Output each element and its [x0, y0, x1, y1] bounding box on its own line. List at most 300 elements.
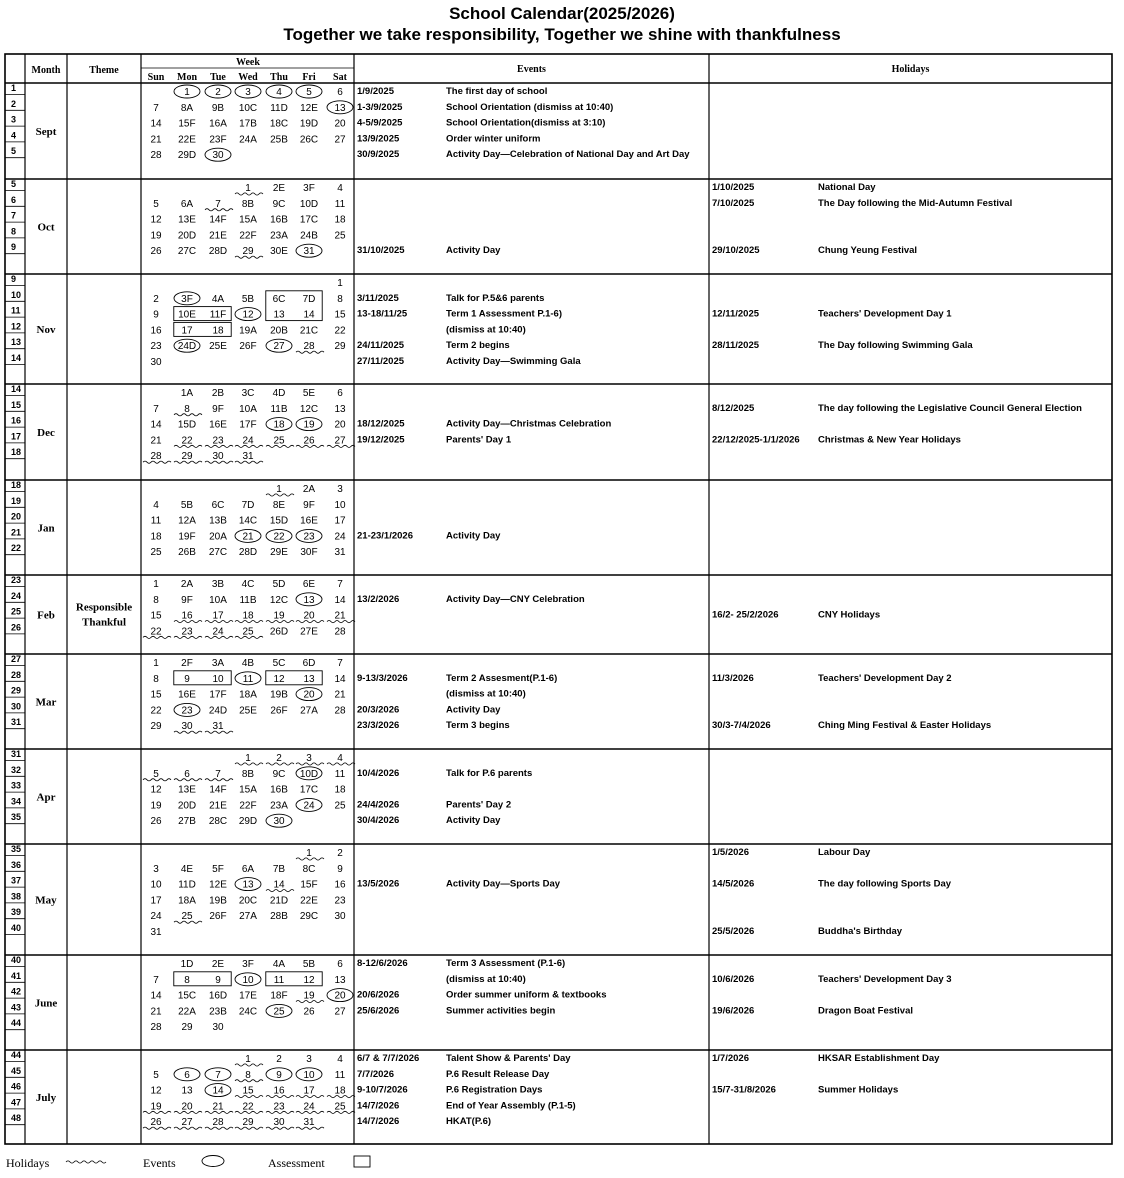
holiday-text: CNY Holidays [818, 609, 881, 621]
calendar-day: 12C [269, 594, 289, 606]
calendar-day: 26 [150, 1117, 162, 1129]
week-number: 40 [11, 955, 22, 965]
header-day: Tue [210, 72, 226, 83]
calendar-day: 6A [180, 198, 194, 210]
calendar-day: 19B [209, 895, 227, 907]
header-month: Month [31, 65, 61, 76]
calendar-day: 29D [238, 816, 258, 828]
calendar-day: 10A [209, 594, 227, 606]
event-text: Activity Day—Celebration of National Day and Art Day [446, 149, 690, 161]
calendar-day: 23 [273, 1101, 285, 1113]
week-number: 31 [11, 749, 22, 759]
event-text: School Orientation (dismiss at 10:40) [446, 101, 614, 113]
calendar-day: 28 [150, 1022, 162, 1034]
calendar-day: 16E [209, 419, 227, 431]
event-date: 30/4/2026 [357, 815, 400, 827]
calendar-day: 5B [241, 293, 255, 305]
calendar-day: 29 [181, 451, 193, 463]
week-number: 37 [11, 875, 22, 886]
week-number: 31 [11, 717, 22, 728]
calendar-day: 10E [178, 309, 196, 321]
calendar-day: 9 [153, 309, 159, 321]
week-number: 28 [11, 669, 22, 680]
holiday-text: Dragon Boat Festival [818, 1005, 914, 1017]
calendar-subtitle: Together we take responsibility, Together we shine with thankfulness [283, 25, 841, 44]
calendar-day: 31 [150, 927, 162, 938]
calendar-day: 3 [306, 1054, 312, 1065]
event-text: Term 1 Assessment P.1-6) [446, 308, 562, 320]
calendar-day: 22 [181, 435, 193, 447]
week-number: 2 [11, 98, 17, 109]
week-number: 24 [11, 590, 22, 601]
calendar-day: 30 [212, 150, 224, 162]
calendar-day: 7 [215, 768, 221, 780]
calendar-day: 19 [303, 419, 315, 431]
calendar-day: 11D [178, 879, 196, 891]
calendar-day: 15 [150, 610, 162, 622]
holiday-text: Ching Ming Festival & Easter Holidays [818, 720, 992, 732]
holiday-date: 1/7/2026 [712, 1053, 749, 1064]
calendar-day: 24C [238, 1006, 258, 1018]
calendar-day: 14 [150, 990, 162, 1002]
calendar-day: 31 [212, 721, 224, 733]
calendar-day: 24D [208, 705, 228, 717]
holiday-text: The Day following the Mid-Autumn Festival [818, 197, 1013, 209]
calendar-day: 8 [153, 594, 159, 606]
calendar-day: 1A [180, 388, 194, 399]
calendar-day: 13 [303, 673, 315, 685]
calendar-day: 17F [209, 689, 227, 701]
calendar-day: 27C [177, 246, 197, 258]
calendar-day: 9F [303, 499, 315, 511]
calendar-day: 21 [150, 134, 162, 146]
holiday-text: Chung Yeung Festival [818, 245, 918, 257]
calendar-day: 12 [273, 673, 285, 685]
week-number: 6 [11, 194, 17, 205]
holiday-text: The day following the Legislative Council General Election [818, 402, 1082, 414]
holiday-wave-mark [66, 1161, 106, 1163]
holiday-date: 29/10/2025 [712, 245, 760, 257]
week-number: 26 [11, 622, 22, 633]
legend-events-label: Events [143, 1156, 176, 1170]
header-day: Thu [270, 72, 288, 83]
calendar-day: 29 [150, 721, 162, 733]
calendar-day: 22F [239, 230, 257, 242]
calendar-day: 13 [334, 403, 346, 415]
week-number: 38 [11, 891, 22, 902]
calendar-day: 16 [150, 325, 162, 337]
event-date: 13/9/2025 [357, 133, 400, 145]
calendar-day: 17 [212, 610, 224, 622]
holiday-date: 8/12/2025 [712, 402, 755, 414]
event-date: 20/6/2026 [357, 989, 400, 1001]
calendar-day: 23A [270, 800, 288, 812]
calendar-day: 29E [270, 547, 288, 559]
week-number: 46 [11, 1081, 22, 1092]
calendar-day: 23 [181, 705, 193, 717]
calendar-day: 7B [272, 863, 286, 875]
calendar-day: 16 [181, 610, 193, 622]
calendar-day: 20 [303, 610, 315, 622]
calendar-day: 10D [299, 198, 319, 210]
week-number: 14 [11, 384, 22, 394]
calendar-day: 12 [150, 1085, 162, 1097]
calendar-day: 4E [180, 863, 194, 875]
event-date: 3/11/2025 [357, 292, 399, 304]
header-week: Week [236, 57, 260, 68]
calendar-day: 3F [303, 183, 315, 194]
week-number: 11 [11, 305, 21, 316]
calendar-day: 22F [239, 800, 257, 812]
calendar-day: 27B [178, 816, 196, 828]
event-text: (dismiss at 10:40) [446, 324, 526, 336]
calendar-day: 26B [178, 547, 196, 559]
calendar-day: 4 [153, 499, 159, 511]
calendar-day: 4B [241, 658, 255, 669]
calendar-day: 21 [334, 689, 346, 701]
week-number: 36 [11, 859, 22, 870]
holiday-date: 19/6/2026 [712, 1005, 755, 1017]
calendar-day: 30 [150, 357, 162, 368]
calendar-day: 8 [184, 974, 190, 986]
week-number: 17 [11, 431, 22, 442]
calendar-day: 20 [334, 990, 346, 1002]
calendar-day: 30 [181, 721, 193, 733]
calendar-day: 10 [150, 879, 162, 891]
calendar-day: 24 [150, 911, 162, 923]
holiday-date: 7/10/2025 [712, 197, 755, 209]
calendar-day: 19 [303, 990, 315, 1002]
calendar-day: 18A [239, 689, 257, 701]
calendar-day: 30 [273, 816, 285, 828]
calendar-day: 28 [334, 626, 346, 638]
calendar-day: 21 [334, 610, 346, 622]
calendar-day: 4C [241, 579, 255, 590]
calendar-day: 1 [276, 484, 282, 495]
calendar-day: 16 [334, 879, 346, 891]
holiday-text: Labour Day [818, 847, 871, 858]
calendar-day: 14 [303, 309, 315, 321]
event-text: Activity Day [446, 245, 501, 257]
calendar-day: 20 [181, 1101, 193, 1113]
week-number: 34 [11, 796, 22, 807]
week-number: 5 [11, 179, 17, 189]
calendar-day: 5D [272, 579, 286, 590]
event-date: 19/12/2025 [357, 434, 405, 446]
legend-event-circle [202, 1156, 224, 1167]
calendar-day: 21 [150, 1006, 162, 1018]
calendar-day: 8A [180, 102, 194, 114]
calendar-day: 14 [273, 879, 285, 891]
week-number: 8 [11, 226, 17, 237]
calendar-day: 26 [303, 435, 315, 447]
calendar-day: 17 [334, 515, 346, 527]
week-number: 41 [11, 970, 22, 981]
calendar-day: 15 [334, 309, 346, 321]
calendar-day: 20 [334, 419, 346, 431]
calendar-day: 28B [270, 911, 288, 923]
calendar-day: 11B [239, 594, 257, 606]
calendar-day: 25 [334, 1101, 346, 1113]
event-text: Order winter uniform [446, 133, 541, 145]
calendar-day: 25 [334, 230, 346, 242]
event-date: 13-18/11/25 [357, 308, 408, 320]
calendar-day: 27C [208, 547, 228, 559]
month-name: Apr [36, 791, 56, 804]
week-number: 19 [11, 495, 22, 506]
calendar-day: 5 [153, 1069, 159, 1081]
event-date: 18/12/2025 [357, 418, 405, 430]
calendar-day: 23A [270, 230, 288, 242]
calendar-day: 6D [302, 658, 316, 669]
calendar-day: 10C [238, 102, 258, 114]
week-number: 42 [11, 986, 22, 997]
calendar-day: 6 [337, 959, 343, 970]
legend-holidays-label: Holidays [6, 1156, 50, 1170]
calendar-day: 13 [334, 102, 346, 114]
calendar-day: 19A [239, 325, 257, 337]
calendar-day: 11 [334, 198, 346, 210]
calendar-day: 14F [209, 784, 227, 796]
holiday-date: 1/10/2025 [712, 182, 755, 193]
header-theme: Theme [89, 65, 119, 76]
holiday-text: National Day [818, 182, 876, 193]
month-name: Nov [36, 324, 56, 336]
calendar-day: 7 [153, 974, 159, 986]
calendar-day: 25 [334, 800, 346, 812]
week-number: 21 [11, 527, 22, 538]
calendar-day: 9B [211, 102, 225, 114]
calendar-day: 21D [269, 895, 289, 907]
holiday-text: The Day following Swimming Gala [818, 340, 973, 352]
calendar-day: 24 [334, 531, 346, 543]
holiday-text: Teachers' Development Day 2 [818, 672, 952, 684]
assessment-box [174, 972, 231, 986]
calendar-day: 23 [303, 531, 315, 543]
event-date: 14/7/2026 [357, 1116, 400, 1128]
calendar-day: 2 [337, 848, 343, 859]
calendar-day: 20D [177, 800, 197, 812]
holiday-text: Teachers' Development Day 3 [818, 973, 952, 985]
calendar-day: 22E [300, 895, 318, 907]
calendar-day: 29 [242, 246, 254, 258]
calendar-day: 30F [300, 547, 318, 559]
calendar-day: 4A [211, 293, 225, 305]
holiday-date: 10/6/2026 [712, 973, 755, 985]
week-number: 23 [11, 575, 22, 585]
calendar-day: 17 [181, 325, 193, 337]
calendar-day: 4 [337, 753, 343, 764]
calendar-day: 9C [272, 768, 286, 780]
calendar-day: 6A [241, 863, 255, 875]
holiday-date: 1/5/2026 [712, 847, 749, 858]
holiday-date: 30/3-7/4/2026 [712, 720, 771, 732]
calendar-day: 8B [241, 198, 255, 210]
calendar-day: 1 [337, 278, 343, 289]
calendar-day: 15A [239, 214, 257, 226]
calendar-day: 17E [239, 990, 257, 1002]
holiday-date: 16/2- 25/2/2026 [712, 609, 779, 621]
calendar-day: 9 [337, 863, 343, 875]
calendar-day: 17C [299, 214, 319, 226]
calendar-day: 15F [300, 879, 318, 891]
calendar-day: 22E [178, 134, 196, 146]
calendar-day: 10 [242, 974, 254, 986]
calendar-day: 31 [303, 246, 315, 258]
calendar-day: 10D [299, 768, 319, 780]
event-date: 31/10/2025 [357, 245, 405, 257]
calendar-day: 27 [334, 435, 346, 447]
week-number: 1 [11, 83, 17, 93]
calendar-day: 4 [276, 87, 282, 98]
calendar-day: 23 [334, 895, 346, 907]
calendar-day: 18 [150, 531, 162, 543]
week-number: 47 [11, 1097, 22, 1108]
event-text: The first day of school [446, 86, 548, 97]
calendar-day: 18 [273, 419, 285, 431]
month-name: May [35, 894, 57, 907]
event-date: 20/3/2026 [357, 704, 400, 716]
calendar-day: 15 [242, 1085, 254, 1097]
month-name: July [35, 1092, 57, 1104]
calendar-day: 5 [153, 768, 159, 780]
event-date: 27/11/2025 [357, 356, 405, 367]
calendar-day: 8 [337, 293, 343, 305]
calendar-day: 21 [150, 435, 162, 447]
calendar-day: 11B [270, 403, 288, 415]
calendar-day: 20B [270, 325, 288, 337]
month-name: Oct [37, 221, 55, 234]
week-number: 22 [11, 543, 22, 554]
calendar-day: 27A [300, 705, 318, 717]
calendar-day: 8C [302, 863, 316, 875]
calendar-day: 2 [276, 1054, 282, 1065]
calendar-day: 12 [150, 214, 162, 226]
calendar-day: 15F [178, 118, 196, 130]
calendar-day: 7 [215, 1069, 221, 1081]
calendar-day: 13 [181, 1085, 193, 1097]
calendar-day: 18 [242, 610, 254, 622]
calendar-day: 28 [334, 705, 346, 717]
event-date: 13/2/2026 [357, 593, 400, 605]
calendar-day: 15 [150, 689, 162, 701]
event-text: Activity Day [446, 815, 501, 827]
calendar-day: 2A [180, 579, 194, 590]
calendar-day: 9 [276, 1069, 282, 1081]
week-number: 43 [11, 1002, 22, 1013]
event-date: 7/7/2026 [357, 1068, 394, 1080]
calendar-day: 21E [209, 230, 227, 242]
calendar-day: 2B [211, 388, 225, 399]
event-text: Talent Show & Parents' Day [446, 1053, 571, 1064]
week-number: 9 [11, 274, 17, 284]
calendar-day: 9 [215, 974, 221, 986]
event-text: (dismiss at 10:40) [446, 973, 526, 985]
event-date: 25/6/2026 [357, 1005, 400, 1017]
calendar-day: 17 [303, 1085, 315, 1097]
event-text: Summer activities begin [446, 1005, 556, 1017]
calendar-day: 4 [337, 183, 343, 194]
calendar-day: 14C [238, 515, 258, 527]
calendar-day: 26 [150, 246, 162, 258]
calendar-day: 31 [334, 547, 346, 559]
calendar-day: 21E [209, 800, 227, 812]
calendar-day: 21 [212, 1101, 224, 1113]
calendar-day: 26C [299, 134, 319, 146]
calendar-day: 12A [178, 515, 196, 527]
calendar-day: 10 [334, 499, 346, 511]
calendar-day: 23 [212, 435, 224, 447]
calendar-day: 19F [178, 531, 196, 543]
calendar-day: 20D [177, 230, 197, 242]
event-date: 23/3/2026 [357, 720, 400, 732]
week-number: 40 [11, 923, 22, 933]
holiday-text: Summer Holidays [818, 1084, 899, 1096]
event-text: Activity Day [446, 530, 501, 542]
calendar-day: 8 [184, 403, 190, 415]
header-day: Mon [177, 72, 197, 83]
calendar-day: 1 [153, 658, 159, 669]
calendar-day: 24 [303, 1101, 315, 1113]
calendar-day: 19B [270, 689, 288, 701]
calendar-day: 17B [239, 118, 257, 130]
calendar-day: 6C [272, 293, 286, 305]
calendar-day: 3F [242, 959, 254, 970]
calendar-day: 24 [242, 435, 254, 447]
calendar-day: 14 [334, 594, 346, 606]
calendar-day: 22 [273, 531, 285, 543]
calendar-day: 6 [184, 768, 190, 780]
event-text: Term 2 begins [446, 340, 510, 352]
calendar-day: 22 [334, 325, 346, 337]
calendar-day: 13 [334, 974, 346, 986]
calendar-day: 10 [212, 673, 224, 685]
calendar-day: 23B [209, 1006, 227, 1018]
calendar-day: 16D [208, 990, 228, 1002]
calendar-day: 11 [242, 673, 254, 685]
calendar-day: 10 [303, 1069, 315, 1081]
calendar-day: 25 [242, 626, 254, 638]
calendar-day: 18 [334, 784, 346, 796]
calendar-day: 5F [212, 863, 224, 875]
calendar-day: 13E [178, 784, 196, 796]
event-text: Parents' Day 2 [446, 799, 512, 811]
calendar-day: 26F [209, 911, 227, 923]
event-text: End of Year Assembly (P.1-5) [446, 1100, 576, 1112]
calendar-day: 9F [212, 403, 224, 415]
calendar-day: 27 [181, 1117, 193, 1129]
calendar-day: 6 [184, 1069, 190, 1081]
event-text: School Orientation(dismiss at 3:10) [446, 117, 606, 129]
calendar-day: 26 [150, 816, 162, 828]
calendar-day: 7 [153, 403, 159, 415]
calendar-day: 16E [300, 515, 318, 527]
calendar-day: 25 [273, 1006, 285, 1018]
week-number: 18 [11, 447, 22, 458]
holiday-date: 15/7-31/8/2026 [712, 1084, 776, 1096]
calendar-day: 15C [177, 990, 197, 1002]
week-number: 4 [11, 130, 17, 141]
calendar-day: 14 [212, 1085, 224, 1097]
calendar-day: 30E [270, 246, 288, 258]
event-text: Activity Day—Christmas Celebration [446, 418, 612, 430]
header-events: Events [517, 64, 546, 75]
holiday-date: 25/5/2026 [712, 926, 755, 937]
calendar-day: 16B [270, 214, 288, 226]
calendar-day: 31 [303, 1117, 315, 1129]
event-date: 10/4/2026 [357, 767, 400, 779]
week-number: 10 [11, 289, 22, 300]
